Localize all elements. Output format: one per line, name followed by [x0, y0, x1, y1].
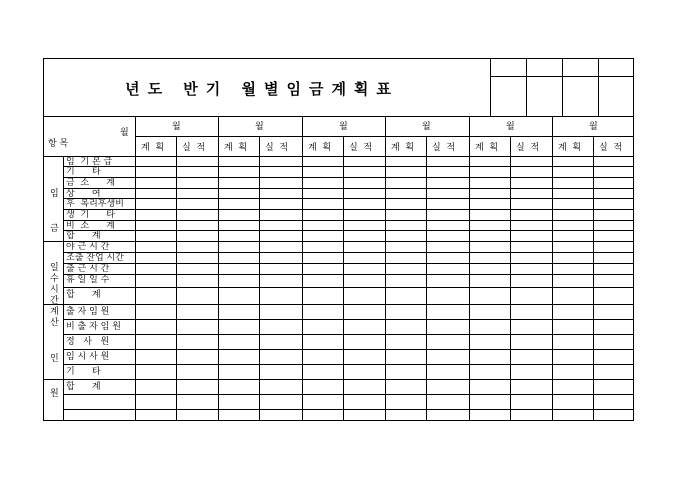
row-label: 휴 일 일 수 — [66, 275, 110, 285]
month-col-line-2 — [302, 116, 303, 421]
plan-label: 계 획 — [558, 143, 582, 153]
row-line-11 — [63, 287, 633, 288]
row-label: 조출 잔업 시간 — [66, 253, 124, 263]
row-label: 합 계 — [66, 231, 101, 241]
month-col-line-0 — [135, 116, 136, 421]
month-label: 월 — [172, 122, 181, 132]
group-label-time: 일 수 시 간 계 산 — [50, 263, 59, 328]
row-label: 비 소 계 — [66, 221, 115, 231]
row-line-3 — [63, 198, 633, 199]
row-label: 출 근 시 간 — [66, 264, 110, 274]
row-label: 기 타 — [66, 367, 101, 377]
title-bottom-line — [44, 116, 633, 117]
row-line-1 — [63, 177, 633, 178]
row-label: 합 계 — [66, 290, 101, 300]
approval-box-mid — [490, 76, 633, 77]
row-label: 정 사 원 — [66, 337, 110, 347]
row-line-12 — [63, 304, 633, 305]
row-line-19 — [63, 409, 633, 410]
group-label-staff: 인 — [50, 354, 59, 364]
approval-box-line-1 — [562, 59, 563, 116]
actual-label: 실 적 — [599, 143, 623, 153]
header-mid-line — [135, 136, 633, 137]
row-line-2 — [63, 188, 633, 189]
actual-label: 실 적 — [265, 143, 289, 153]
row-label: 합 계 — [66, 382, 101, 392]
actual-label: 실 적 — [182, 143, 206, 153]
row-line-16 — [63, 364, 633, 365]
row-line-14 — [63, 334, 633, 335]
plan-label: 계 획 — [224, 143, 248, 153]
approval-box-line-2 — [598, 59, 599, 116]
group-col-line — [63, 156, 64, 421]
header-bottom-line — [44, 156, 633, 157]
month-col-line-5 — [552, 116, 553, 421]
group-sep-3 — [44, 379, 63, 380]
row-line-17 — [63, 379, 633, 380]
group-label-staff-2: 원 — [50, 389, 59, 399]
month-col-line-4 — [469, 116, 470, 421]
sheet-title: 년도 반기 월별임금계획표 — [125, 79, 399, 98]
row-line-8 — [63, 252, 633, 253]
row-line-7 — [63, 241, 633, 242]
approval-box-line-0 — [526, 59, 527, 116]
row-line-10 — [63, 274, 633, 275]
group-label-wage: 임 — [50, 189, 59, 199]
row-label: 후 복리후생비 — [66, 199, 124, 209]
actual-label: 실 적 — [516, 143, 540, 153]
month-label: 월 — [255, 122, 264, 132]
month-label: 월 — [422, 122, 431, 132]
row-label: 임 기 본 급 — [66, 157, 113, 167]
row-line-15 — [63, 349, 633, 350]
month-label: 월 — [339, 122, 348, 132]
row-label: 상 여 — [66, 189, 101, 199]
item-header-label: 항 목 — [48, 139, 69, 149]
item-header-month-label: 월 — [120, 128, 129, 138]
approval-box-left — [490, 59, 491, 116]
row-line-0 — [63, 166, 633, 167]
row-line-5 — [63, 220, 633, 221]
row-label: 기 타 — [66, 167, 101, 177]
row-line-13 — [63, 319, 633, 320]
month-label: 월 — [506, 122, 515, 132]
wage-plan-sheet — [43, 58, 634, 421]
row-line-6 — [63, 230, 633, 231]
actual-label: 실 적 — [349, 143, 373, 153]
row-label: 임 시 사 원 — [66, 352, 110, 362]
row-label: 금 소 계 — [66, 178, 115, 188]
month-col-line-3 — [385, 116, 386, 421]
row-label: 야 근 시 간 — [66, 242, 110, 252]
row-line-4 — [63, 209, 633, 210]
row-label: 생 기 타 — [66, 210, 115, 220]
plan-label: 계 획 — [391, 143, 415, 153]
plan-label: 계 획 — [475, 143, 499, 153]
group-label-wage-2: 금 — [50, 224, 59, 234]
row-label: 비 출 자 임 원 — [66, 322, 121, 332]
month-label: 월 — [589, 122, 598, 132]
actual-label: 실 적 — [432, 143, 456, 153]
plan-label: 계 획 — [308, 143, 332, 153]
plan-label: 계 획 — [141, 143, 165, 153]
row-line-18 — [63, 394, 633, 395]
row-line-9 — [63, 263, 633, 264]
group-sep-1 — [44, 241, 63, 242]
row-label: 출 자 임 원 — [66, 307, 110, 317]
month-col-line-1 — [218, 116, 219, 421]
